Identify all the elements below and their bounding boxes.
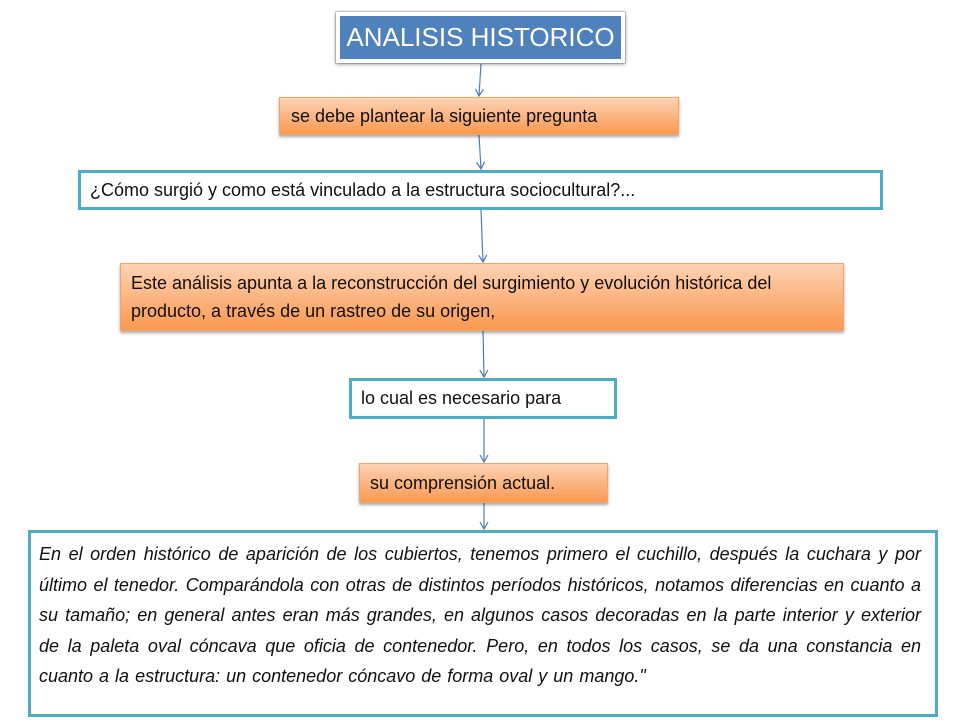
connector-intro-to-question bbox=[479, 135, 481, 169]
node-question: ¿Cómo surgió y como está vinculado a la estructura sociocultural?... bbox=[78, 170, 883, 210]
connector-question-to-analysis bbox=[481, 210, 483, 262]
node-necessity: lo cual es necesario para bbox=[349, 378, 617, 419]
node-comprehension: su comprensión actual. bbox=[359, 463, 608, 503]
node-example: En el orden histórico de aparición de los cubiertos, tenemos primero el cuchillo, después la cuchara y por último el tenedor. Comparándola con otras de distintos períodos históricos, notamos diferencias en cuanto a su tamaño; en general antes eran más grandes, en algunos casos decoradas en la parte interior y exterior de la paleta oval cóncava que oficia de contenedor. Pero, en todos los casos, se da una constancia en cuanto a la estructura: un contenedor cóncavo de forma oval y un mango." bbox=[28, 530, 938, 717]
node-analysis: Este análisis apunta a la reconstrucción del surgimiento y evolución histórica del producto, a través de un rastreo de su origen, bbox=[120, 263, 844, 331]
node-question-intro: se debe plantear la siguiente pregunta bbox=[279, 97, 679, 135]
diagram-title: ANALISIS HISTORICO bbox=[336, 12, 625, 63]
connector-analysis-to-necessity bbox=[483, 331, 484, 377]
connector-title-to-intro bbox=[479, 63, 481, 96]
